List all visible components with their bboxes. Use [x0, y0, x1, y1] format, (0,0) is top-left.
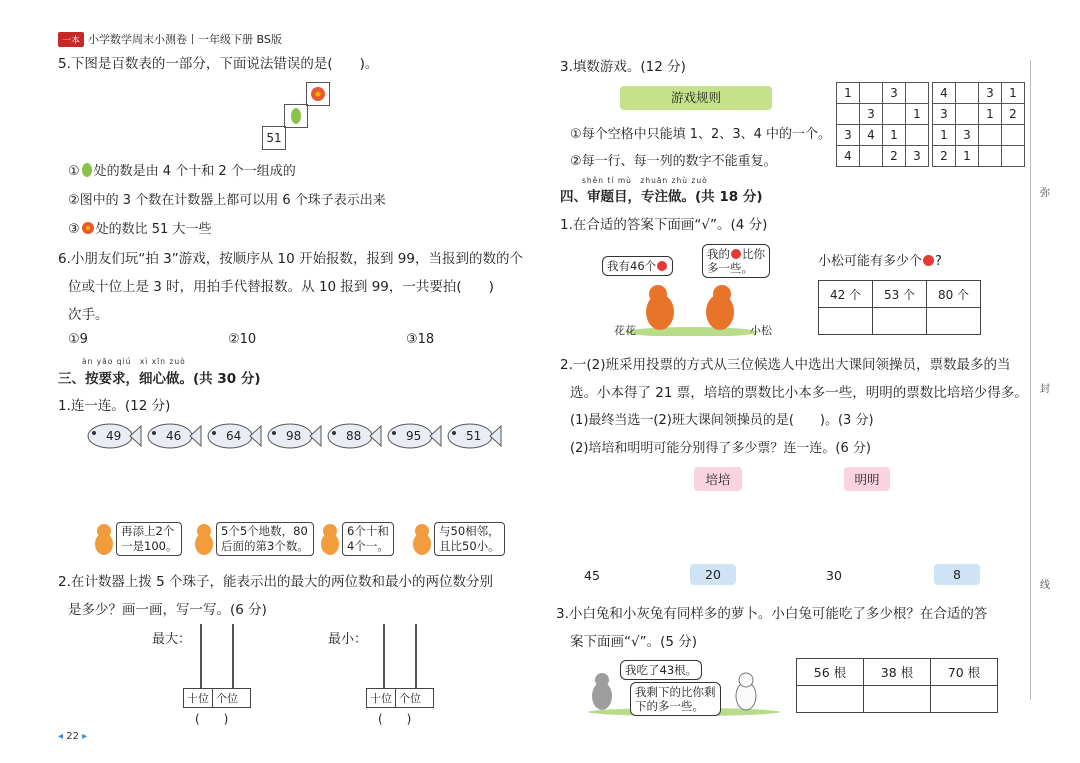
leaf-icon — [80, 162, 94, 178]
cat-icon — [92, 522, 116, 556]
abacus-max[interactable] — [183, 624, 251, 727]
rabbit-bubble-1: 我吃了43根。 — [620, 660, 702, 680]
ones-label: 个位 — [216, 692, 238, 705]
name-peipei[interactable]: 培培 — [694, 467, 742, 491]
q5-option-1 — [68, 160, 296, 179]
rules-title: 游戏规则 — [620, 86, 772, 110]
abacus-rod — [383, 624, 385, 688]
strawberry-icon — [730, 248, 742, 260]
section3-title: 三、按要求，细心做。(共 30 分) — [58, 371, 261, 387]
rabbit-answer-table[interactable]: 56 根 38 根 70 根 — [796, 658, 998, 713]
vote-8[interactable]: 8 — [934, 564, 980, 585]
clue-text: 再添上2个 一是100。 — [116, 522, 182, 556]
brand-logo: 一本 — [58, 32, 84, 47]
header-title: 小学数学周末小测卷丨一年级下册 BS版 — [88, 33, 282, 46]
clue-text: 5个5个地数，80 后面的第3个数。 — [216, 522, 314, 556]
abacus-rod — [415, 624, 417, 688]
section4-sub1: 1.在合适的答案下面画“√”。(4 分) — [560, 217, 768, 233]
name-huahua: 花花 — [614, 324, 636, 337]
abacus-place-labels — [366, 688, 434, 708]
name-xiaosong: 小松 — [750, 324, 772, 337]
vote-30[interactable]: 30 — [826, 568, 842, 583]
vote-20[interactable]: 20 — [690, 564, 736, 585]
fish-2[interactable] — [146, 421, 202, 451]
check-cell[interactable] — [864, 686, 931, 713]
cell-51: 51 — [262, 126, 286, 150]
fish-number: 49 — [106, 429, 122, 443]
min-label: 最小： — [328, 632, 368, 647]
abacus-place-labels — [183, 688, 251, 708]
clue-text: 与50相邻， 且比50小。 — [434, 522, 505, 556]
q6-choice-2: ②10 — [228, 332, 257, 347]
q3-title: 3.填数游戏。(12 分) — [560, 59, 686, 75]
page-number-text: 22 — [66, 731, 79, 742]
fish-6[interactable] — [386, 421, 442, 451]
check-cell[interactable] — [873, 308, 927, 335]
abacus-rod — [232, 624, 234, 688]
squirrel-answer-table[interactable]: 42 个 53 个 80 个 — [818, 280, 981, 335]
leaf-cell — [284, 104, 308, 128]
check-cell[interactable] — [797, 686, 864, 713]
section3-sub2-line1: 2.在计数器上拨 5 个珠子，能表示出的最大的两位数和最小的两位数分别 — [58, 574, 494, 590]
vote-45[interactable]: 45 — [584, 568, 600, 583]
q6-line3: 次手。 — [68, 307, 109, 323]
binding-line — [1030, 60, 1031, 700]
q6-choice-3: ③18 — [406, 332, 435, 347]
fish-number: 51 — [466, 429, 482, 443]
side-mark-2: 封 — [1040, 384, 1050, 395]
section3-sub2-line2: 是多少？画一画，写一写。(6 分) — [68, 602, 267, 618]
option-3-num: ③ — [68, 222, 80, 237]
max-label: 最大： — [152, 632, 192, 647]
sub2-line1: 2.一(2)班采用投票的方式从三位候选人中选出大课间领操员，票数最多的当 — [560, 357, 1011, 373]
option-1-num: ① — [68, 164, 80, 179]
rabbit-bubble-2: 我剩下的比你剩 下的多一些。 — [630, 682, 721, 716]
flower-icon — [307, 83, 329, 105]
strawberry-icon — [656, 260, 668, 272]
cat-icon — [192, 522, 216, 556]
cat-icon — [410, 522, 434, 556]
ones-label: 个位 — [399, 692, 421, 705]
squirrel-question: 小松可能有多少个 ? — [818, 254, 942, 269]
max-answer-blank[interactable]: ( ) — [195, 712, 229, 726]
strawberry-icon — [922, 254, 935, 267]
section3-sub1: 1.连一连。(12 分) — [58, 398, 171, 414]
q6-line2: 位或十位上是 3 时，用拍手代替报数。从 10 报到 99，一共要拍( ) — [68, 279, 494, 295]
section4-pinyin: shěn tí mù zhuān zhù zuò — [582, 176, 708, 185]
tens-label: 十位 — [367, 689, 396, 707]
abacus-rod — [200, 624, 202, 688]
fish-3[interactable] — [206, 421, 262, 451]
q5-title: 5.下图是百数表的一部分，下面说法错误的是( )。 — [58, 56, 379, 72]
fish-1[interactable] — [86, 421, 142, 451]
squirrels-illustration — [622, 280, 762, 336]
fish-5[interactable] — [326, 421, 382, 451]
xiaosong-bubble: 我的 比你 多一些。 — [702, 244, 770, 278]
clue-card-4[interactable] — [410, 522, 505, 556]
rule-2: ②每一行、每一列的数字不能重复。 — [570, 154, 777, 169]
side-mark-1: 弥 — [1040, 188, 1050, 199]
q5-option-2: ②图中的 3 个数在计数器上都可以用 6 个珠子表示出来 — [68, 193, 386, 208]
name-mingming[interactable]: 明明 — [844, 467, 890, 491]
section3-pinyin: àn yāo qiú xì xīn zuò — [82, 357, 186, 366]
fish-number: 64 — [226, 429, 242, 443]
flower-icon — [80, 220, 96, 236]
sub3-line1: 3.小白兔和小灰兔有同样多的萝卜。小白兔可能吃了多少根？在合适的答 — [556, 606, 988, 622]
fish-row — [86, 421, 502, 451]
check-cell[interactable] — [927, 308, 981, 335]
check-cell[interactable] — [931, 686, 998, 713]
fish-7[interactable] — [446, 421, 502, 451]
cat-icon — [318, 522, 342, 556]
hundred-chart-fragment — [262, 82, 342, 152]
fish-number: 95 — [406, 429, 422, 443]
q6-choice-1: ①9 — [68, 332, 88, 347]
squirrel-scene — [600, 240, 796, 340]
clue-card-1[interactable] — [92, 522, 182, 556]
clue-card-2[interactable] — [192, 522, 314, 556]
page-header — [58, 31, 282, 47]
sub3-line2: 案下面画“√”。(5 分) — [570, 634, 698, 650]
fish-number: 98 — [286, 429, 302, 443]
fish-4[interactable] — [266, 421, 322, 451]
sub2-line2: 选。小本得了 21 票，培培的票数比小本多一些，明明的票数比培培少得多。 — [570, 385, 1028, 401]
rule-1: ①每个空格中只能填 1、2、3、4 中的一个。 — [570, 127, 832, 142]
option-1-text: 处的数是由 4 个十和 2 个一组成的 — [93, 164, 296, 179]
abacus-min[interactable] — [366, 624, 434, 727]
section4-title: 四、审题目，专注做。(共 18 分) — [560, 189, 763, 205]
tens-label: 十位 — [184, 689, 213, 707]
page-number: ◂ 22 ▸ — [58, 731, 88, 742]
option-3-text: 处的数比 51 大一些 — [95, 222, 212, 237]
rabbit-scene — [584, 656, 784, 716]
fish-number: 46 — [166, 429, 182, 443]
clue-card-3[interactable] — [318, 522, 394, 556]
sub2-q1: (1)最终当选一(2)班大课间领操员的是( )。(3 分) — [570, 413, 874, 428]
clue-text: 6个十和 4个一。 — [342, 522, 394, 556]
flower-cell — [306, 82, 330, 106]
leaf-icon — [285, 105, 307, 127]
q6-line1: 6.小朋友们玩“拍 3”游戏，按顺序从 10 开始报数，报到 99，当报到的数的个 — [58, 251, 523, 267]
sudoku-grid-2[interactable]: 4 3 1 3 1 2 1 3 2 1 — [932, 82, 1025, 167]
min-answer-blank[interactable]: ( ) — [378, 712, 412, 726]
side-mark-3: 线 — [1040, 580, 1050, 591]
q5-option-3 — [68, 218, 211, 237]
sudoku-grid-1[interactable]: 1 3 3 1 3 4 1 4 2 3 — [836, 82, 929, 167]
check-cell[interactable] — [819, 308, 873, 335]
fish-number: 88 — [346, 429, 362, 443]
sub2-q2: (2)培培和明明可能分别得了多少票？连一连。(6 分) — [570, 441, 871, 456]
huahua-bubble: 我有46个 — [602, 256, 673, 276]
